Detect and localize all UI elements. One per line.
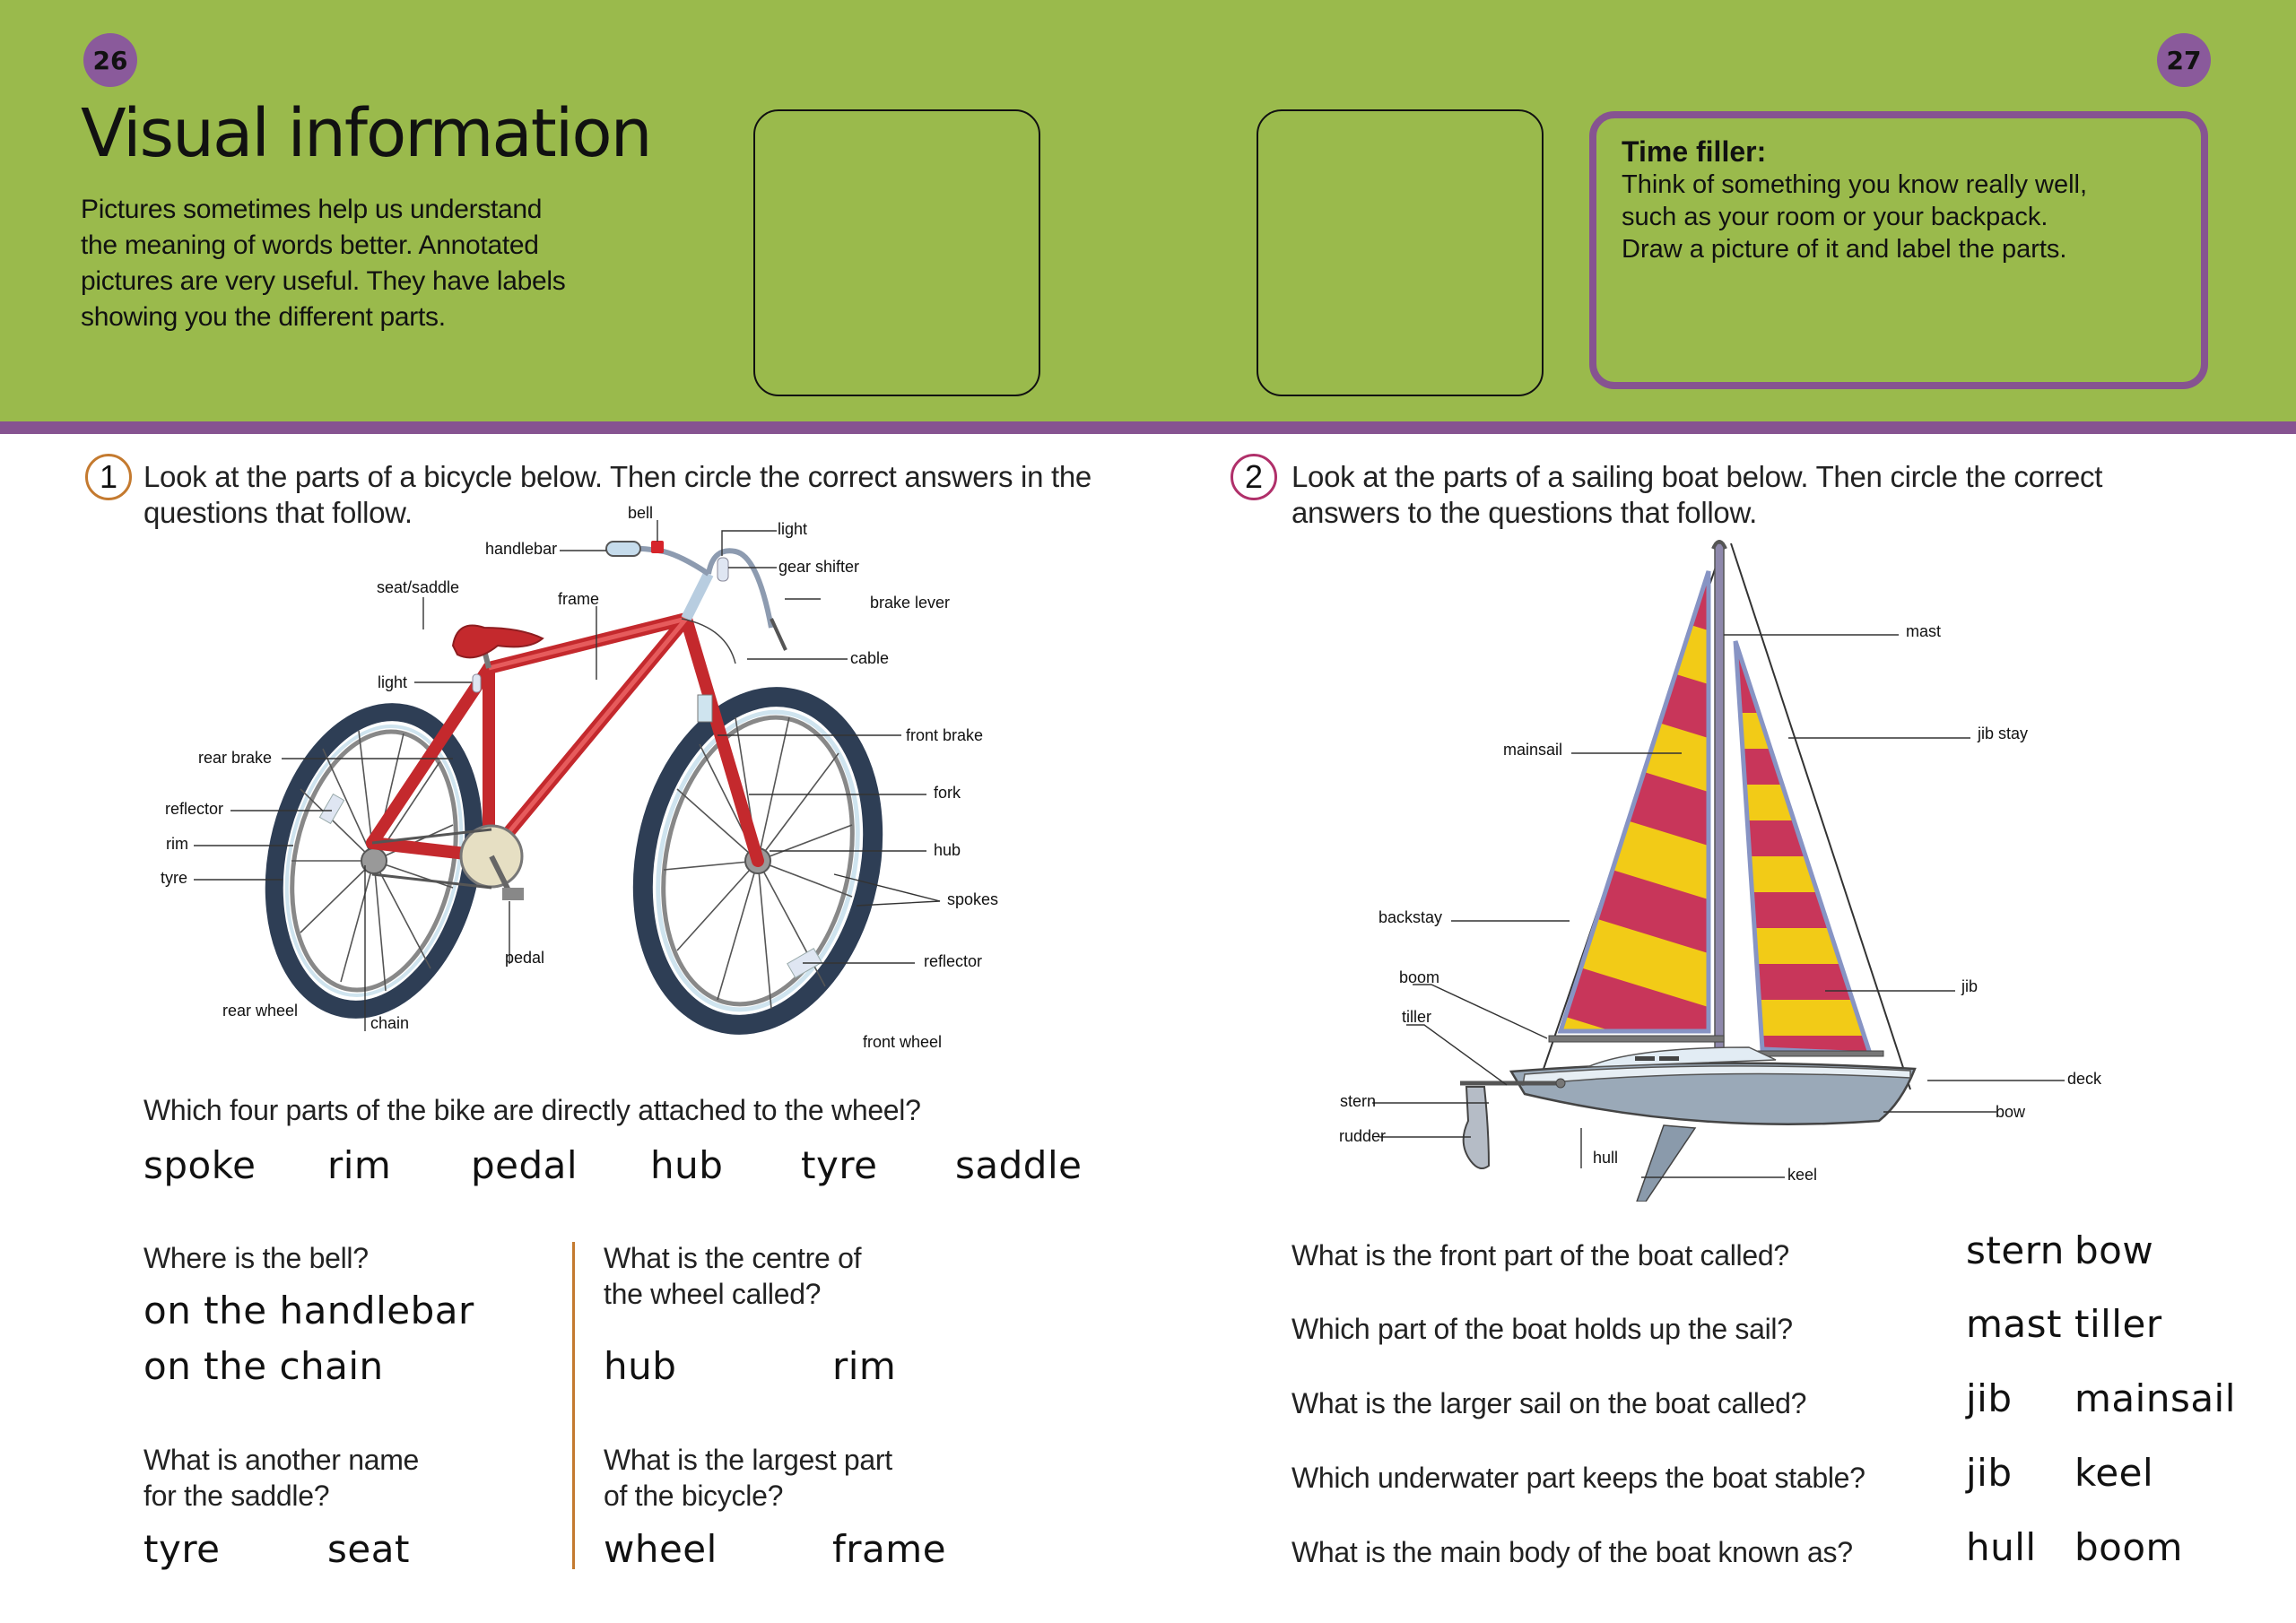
- answer-option-boom[interactable]: boom: [2074, 1525, 2183, 1569]
- answer-option-rim[interactable]: rim: [832, 1344, 897, 1388]
- label-bell: bell: [628, 504, 654, 522]
- page-number-left-text: 26: [92, 45, 128, 75]
- answer-option-tiller[interactable]: tiller: [2074, 1302, 2162, 1346]
- label-mast: mast: [1906, 622, 1942, 640]
- page-number-right-text: 27: [2166, 45, 2202, 75]
- time-filler-box: [1589, 111, 2208, 389]
- instruction-line: questions that follow.: [144, 496, 413, 529]
- answer-option-seat[interactable]: seat: [327, 1527, 410, 1571]
- answer-option-rim[interactable]: rim: [327, 1143, 392, 1187]
- label-cable: cable: [850, 649, 890, 667]
- question-larger-sail: What is the larger sail on the boat called?: [1292, 1387, 1807, 1419]
- answer-option-mainsail[interactable]: mainsail: [2074, 1376, 2236, 1420]
- label-backstay: backstay: [1378, 908, 1443, 926]
- label-spokes: spokes: [947, 890, 999, 908]
- label-tyre: tyre: [161, 869, 188, 887]
- rear-reflector-icon: [319, 794, 344, 824]
- question-main-body: What is the main body of the boat known as?: [1292, 1536, 1853, 1568]
- keel-icon: [1637, 1125, 1695, 1202]
- question-attached-to-wheel: Which four parts of the bike are directly attached to the wheel?: [144, 1094, 921, 1126]
- question-holds-up-sail: Which part of the boat holds up the sail?: [1292, 1313, 1793, 1345]
- intro-line: showing you the different parts.: [81, 302, 446, 332]
- bicycle-illustration: [0, 0, 1148, 1076]
- exercise-2-number: [1231, 454, 1277, 500]
- instruction-line: Look at the parts of a bicycle below. Then circle the correct answers in the: [144, 460, 1091, 493]
- label-jib: jib: [1961, 977, 1979, 995]
- answer-option-jib[interactable]: jib: [1966, 1451, 2013, 1495]
- label-keel: keel: [1787, 1166, 1818, 1184]
- pedal-icon: [502, 888, 524, 900]
- question-underwater-part: Which underwater part keeps the boat stable?: [1292, 1462, 1866, 1494]
- intro-line: pictures are very useful. They have labels: [81, 266, 566, 296]
- boom-icon: [1549, 1036, 1724, 1042]
- rudder-icon: [1464, 1087, 1489, 1168]
- answer-option-mast[interactable]: mast: [1966, 1302, 2062, 1346]
- label-rear-brake: rear brake: [198, 749, 273, 767]
- label-fork: fork: [934, 784, 961, 802]
- label-handlebar: handlebar: [485, 540, 558, 558]
- time-filler-line: Draw a picture of it and label the parts.: [1622, 235, 2067, 264]
- intro-line: the meaning of words better. Annotated: [81, 230, 539, 260]
- label-boom: boom: [1399, 968, 1440, 986]
- instruction-line: answers to the questions that follow.: [1292, 496, 1758, 529]
- question-line: What is the largest part: [604, 1444, 892, 1476]
- answer-option-hub[interactable]: hub: [604, 1344, 677, 1388]
- question-bell: Where is the bell?: [144, 1242, 369, 1274]
- question-front-of-boat: What is the front part of the boat called?: [1292, 1239, 1789, 1271]
- label-brake-lever: brake lever: [870, 594, 951, 612]
- label-rear-light: light: [378, 673, 408, 691]
- label-stern: stern: [1340, 1092, 1377, 1110]
- stem-icon: [686, 574, 709, 619]
- answer-option-bow[interactable]: bow: [2074, 1228, 2154, 1272]
- page-number-right: [2157, 33, 2211, 87]
- front-light-icon: [718, 558, 728, 581]
- exercise-2-number-text: 2: [1244, 458, 1264, 495]
- question-line: of the bicycle?: [604, 1480, 784, 1512]
- time-filler-line: such as your room or your backpack.: [1622, 203, 2048, 231]
- answer-option-on-the-chain[interactable]: on the chain: [144, 1344, 384, 1388]
- time-filler-title: Time filler:: [1622, 135, 1767, 168]
- label-front-wheel: front wheel: [863, 1033, 943, 1051]
- label-seat-saddle: seat/saddle: [377, 578, 460, 596]
- label-deck: deck: [2067, 1070, 2102, 1088]
- label-rudder: rudder: [1339, 1127, 1387, 1145]
- mast-icon: [1715, 543, 1724, 1063]
- label-jib-stay: jib stay: [1978, 725, 2029, 742]
- sailing-boat-illustration: [1148, 520, 2296, 1202]
- label-rim: rim: [166, 835, 188, 853]
- answer-option-wheel[interactable]: wheel: [604, 1527, 718, 1571]
- question-saddle-name: [144, 1442, 419, 1514]
- answer-option-jib[interactable]: jib: [1966, 1376, 2013, 1420]
- answer-option-tyre[interactable]: tyre: [144, 1527, 221, 1571]
- answer-option-on-the-handlebar[interactable]: on the handlebar: [144, 1289, 474, 1332]
- label-pedal: pedal: [505, 949, 545, 967]
- label-mainsail: mainsail: [1503, 741, 1563, 759]
- rear-light-icon: [473, 674, 481, 692]
- label-rear-wheel: rear wheel: [222, 1002, 299, 1020]
- label-bow: bow: [1996, 1103, 2026, 1121]
- brake-lever-icon: [771, 619, 786, 650]
- answer-option-frame[interactable]: frame: [832, 1527, 947, 1571]
- label-chain: chain: [370, 1014, 410, 1032]
- answer-option-tyre[interactable]: tyre: [801, 1143, 878, 1187]
- question-line: the wheel called?: [604, 1278, 822, 1310]
- question-line: What is another name: [144, 1444, 420, 1476]
- label-tiller: tiller: [1402, 1008, 1432, 1026]
- label-front-brake: front brake: [906, 726, 984, 744]
- drawing-box-2[interactable]: [1257, 109, 1544, 396]
- answer-option-hub[interactable]: hub: [650, 1143, 724, 1187]
- label-hub: hub: [934, 841, 961, 859]
- intro-line: Pictures sometimes help us understand: [81, 195, 543, 224]
- instruction-line: Look at the parts of a sailing boat below. Then circle the correct: [1292, 460, 2103, 493]
- bell-icon: [651, 541, 664, 553]
- question-wheel-centre: [604, 1240, 861, 1312]
- time-filler-line: Think of something you know really well,: [1622, 170, 2088, 199]
- answer-option-stern[interactable]: stern: [1966, 1228, 2065, 1272]
- front-brake-icon: [698, 695, 712, 722]
- label-hull: hull: [1593, 1149, 1619, 1167]
- label-front-reflector: reflector: [924, 952, 983, 970]
- label-front-light: light: [778, 520, 808, 538]
- time-filler-text: [1622, 169, 2088, 265]
- column-divider: [572, 1242, 575, 1569]
- answer-option-hull[interactable]: hull: [1966, 1525, 2037, 1569]
- page-title: Visual information: [81, 95, 651, 172]
- label-rear-reflector: reflector: [165, 800, 224, 818]
- answer-option-pedal[interactable]: pedal: [471, 1143, 578, 1187]
- answer-option-spoke[interactable]: spoke: [144, 1143, 257, 1187]
- label-gear-shifter: gear shifter: [778, 558, 860, 576]
- answer-option-saddle[interactable]: saddle: [955, 1143, 1083, 1187]
- question-line: for the saddle?: [144, 1480, 330, 1512]
- label-frame: frame: [558, 590, 600, 608]
- answer-option-keel[interactable]: keel: [2074, 1451, 2154, 1495]
- question-line: What is the centre of: [604, 1242, 862, 1274]
- exercise-1-number-text: 1: [99, 458, 118, 495]
- question-largest-part: [604, 1442, 892, 1514]
